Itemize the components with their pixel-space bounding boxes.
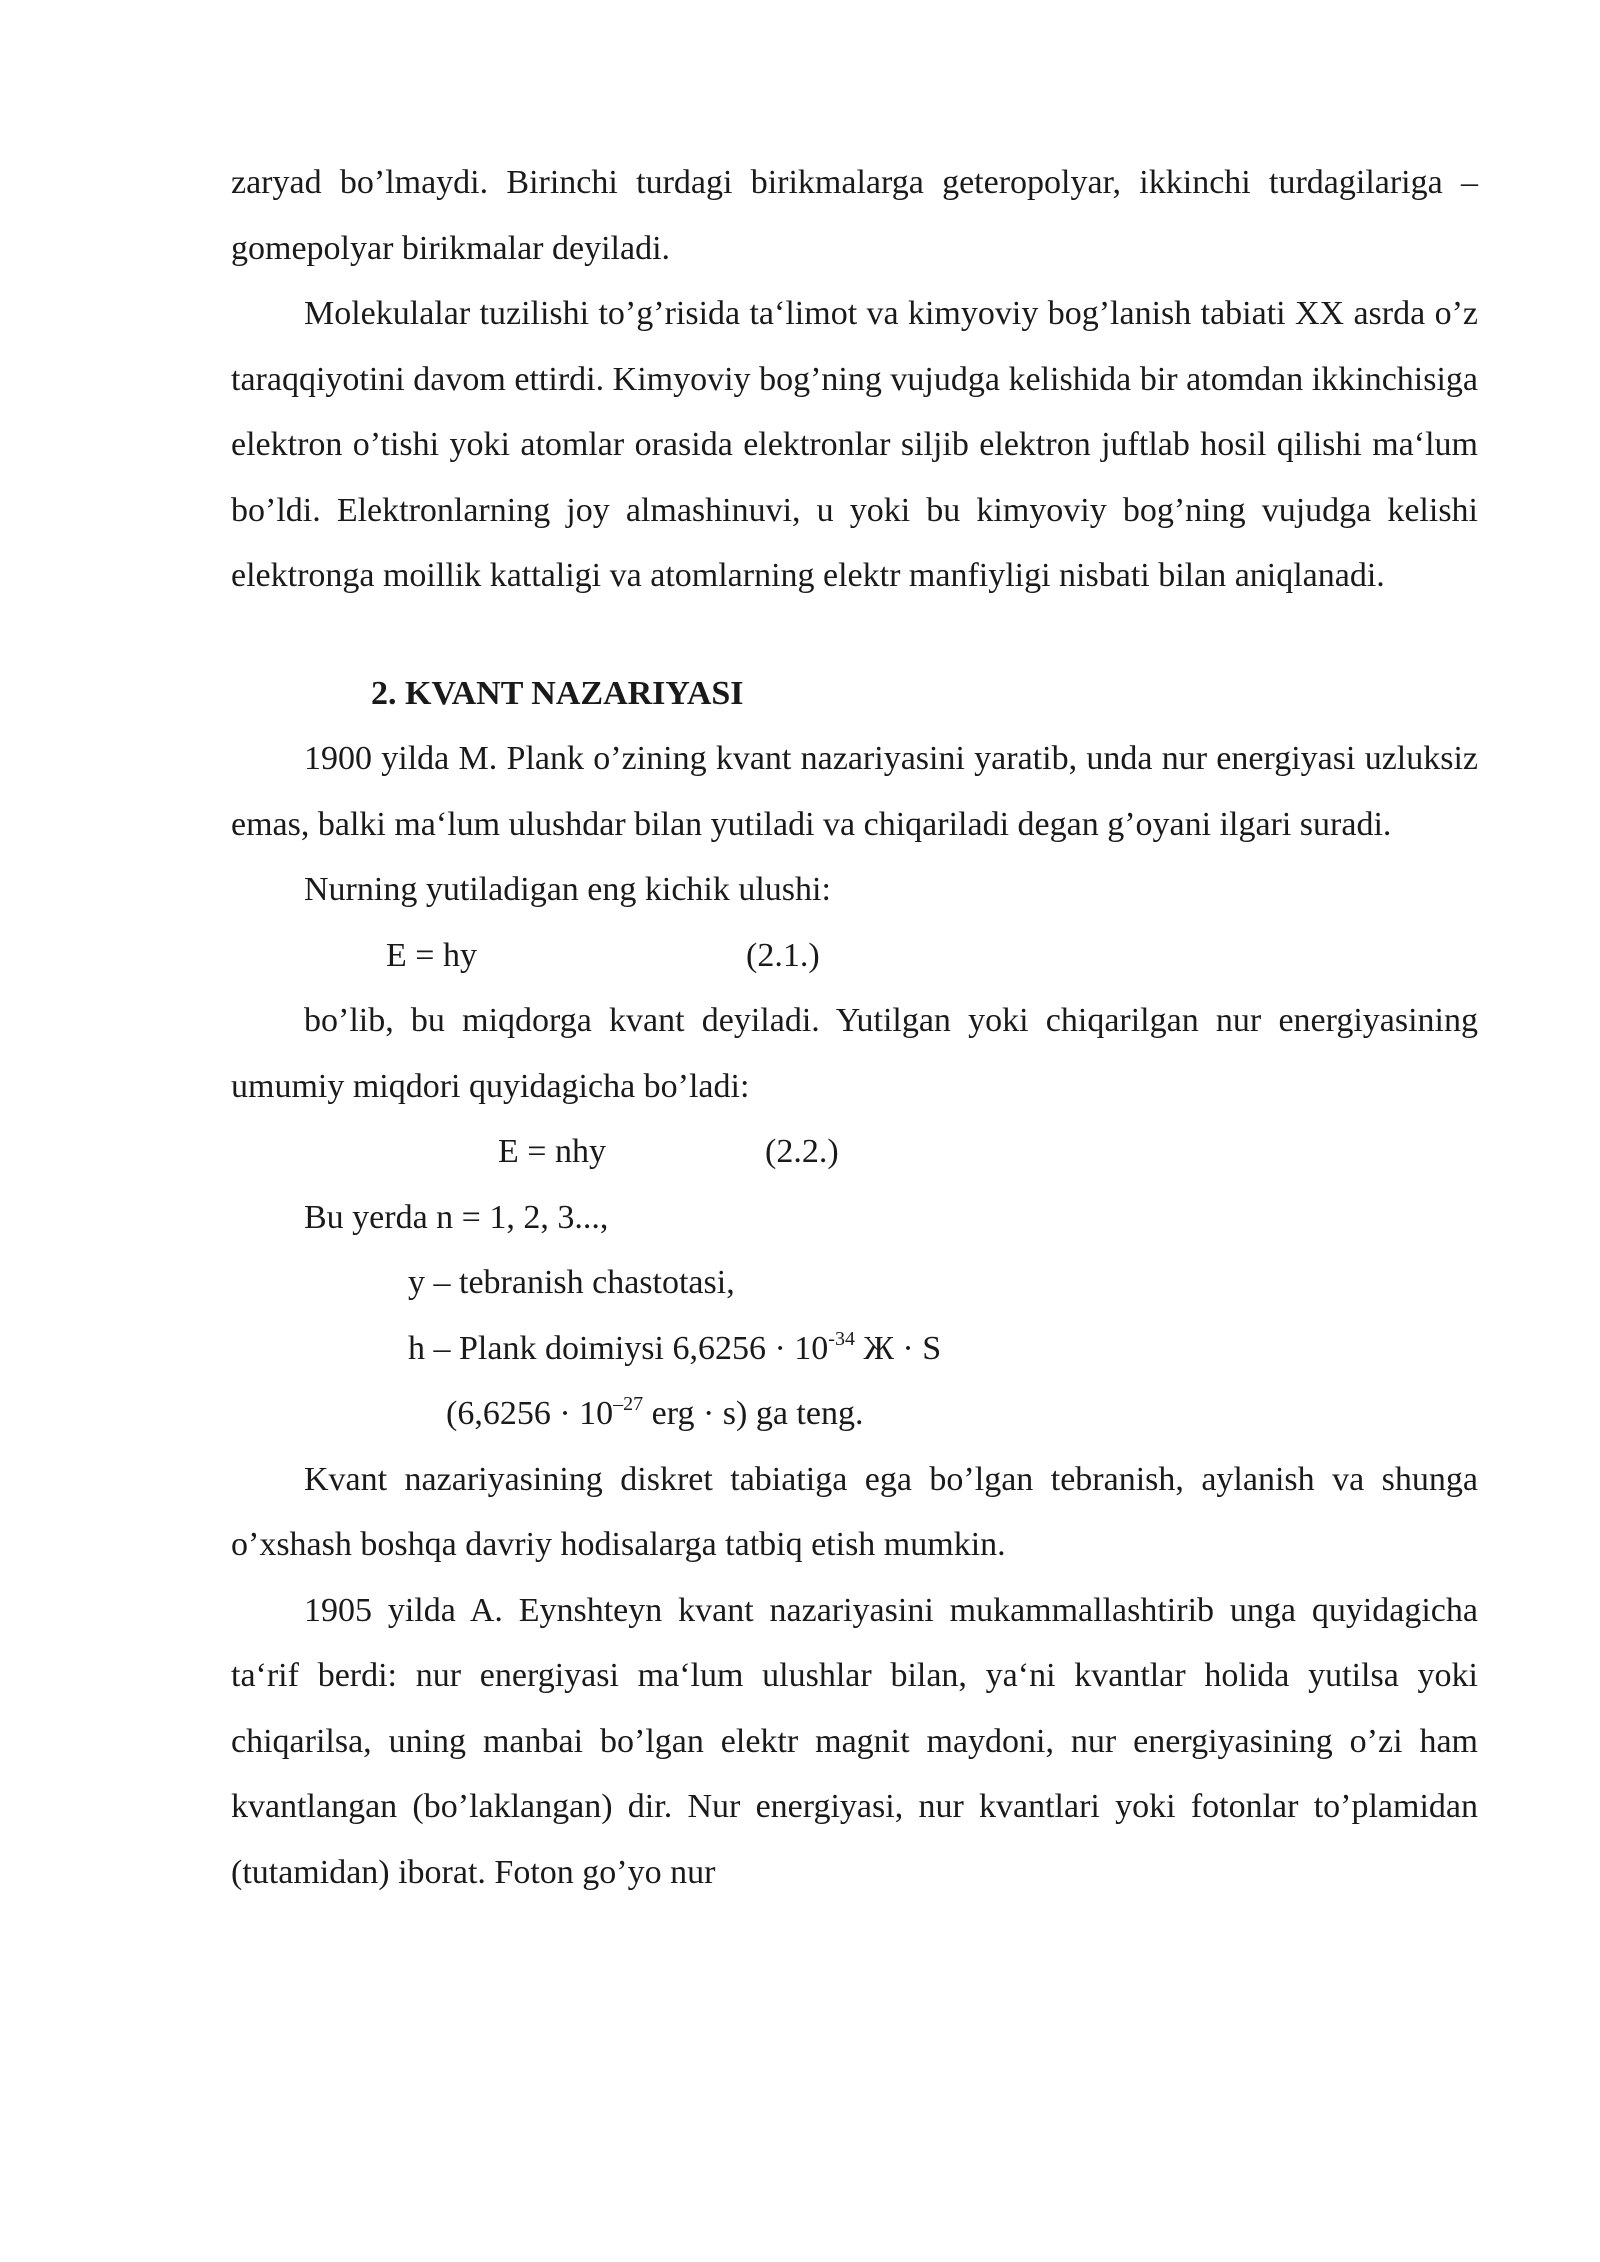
- paragraph-molecular-structure: Molekulalar tuzilishi to’g’risida ta‘limot va kimyoviy bog’lanish tabiati XX asrda o’z taraqqiyotini davom ettirdi. Kimyoviy bog’ning vujudga kelishida bir atomdan ikkinchisiga elektron o’tishi yoki atomlar orasida elektronlar siljib elektron juftlab hosil qilishi ma‘lum bo’ldi. Elektronlarning joy almashinuvi, u yoki bu kimyoviy bog’ning vujudga kelishi elektronga moillik kattaligi va atomlarning elektr manfiyligi nisbati bilan aniqlanadi.: [231, 295, 1478, 594]
- formula-2-2-label: (2.2.): [765, 1133, 839, 1170]
- paragraph-binding-types: zaryad bo’lmaydi. Birinchi turdagi birikmalarga geteropolyar, ikkinchi turdagilariga – gomepolyar birikmalar deyiladi.: [231, 164, 1478, 267]
- formula-2-2: [231, 1119, 1478, 1185]
- document-page: [231, 150, 1478, 1905]
- variable-y-line: y – tebranish chastotasi,: [408, 1264, 735, 1301]
- formula-2-1-label: (2.1.): [746, 936, 820, 974]
- formula-2-1-expression: E = hy: [386, 936, 477, 974]
- paragraph-quantum-definition: bo’lib, bu miqdorga kvant deyiladi. Yutilgan yoki chiqarilgan nur energiyasining umumiy miqdori quyidagicha bo’ladi:: [231, 1002, 1478, 1105]
- formula-2-2-expression: E = nhy: [498, 1133, 606, 1170]
- planck-cgs-text: (6,6256 · 10: [446, 1395, 614, 1432]
- planck-constant-cgs-line: [231, 1381, 1478, 1447]
- section-heading: 2. KVANT NAZARIYASI: [371, 674, 744, 712]
- paragraph-einstein: 1905 yilda A. Eynshteyn kvant nazariyasini mukammallashtirib unga quyidagicha ta‘rif berdi: nur energiyasi ma‘lum ulushlar bilan, ya‘ni kvantlar holida yutilsa yoki chiqarilsa, uning manbai bo’lgan elektr magnit maydoni, nur energiyasining o’zi ham kvantlangan (bo’laklangan) dir. Nur energiyasi, nur kvantlari yoki fotonlar to’plamidan (tutamidan) iborat. Foton go’yo nur: [231, 1591, 1478, 1891]
- formula-2-1: [231, 923, 1478, 989]
- variable-n-line: Bu yerda n = 1, 2, 3...,: [304, 1198, 609, 1236]
- planck-constant-unit: Ж · S: [854, 1329, 942, 1367]
- planck-constant-line: [231, 1316, 1478, 1382]
- paragraph-planck-theory: 1900 yilda M. Plank o’zining kvant nazariyasini yaratib, unda nur energiyasi uzluksiz emas, balki ma‘lum ulushdar bilan yutiladi va chiqariladi degan g’oyani ilgari suradi.: [231, 740, 1478, 843]
- paragraph-smallest-portion: Nurning yutiladigan eng kichik ulushi:: [304, 871, 831, 908]
- planck-cgs-exponent: –27: [613, 1393, 644, 1415]
- paragraph-discrete-nature: Kvant nazariyasining diskret tabiatiga ega bo’lgan tebranish, aylanish va shunga o’xshash boshqa davriy hodisalarga tatbiq etish mumkin.: [231, 1460, 1478, 1563]
- planck-constant-text: h – Plank doimiysi 6,6256 · 10: [408, 1329, 829, 1367]
- planck-constant-exponent: -34: [828, 1327, 855, 1350]
- planck-cgs-unit: erg · s) ga teng.: [643, 1395, 864, 1432]
